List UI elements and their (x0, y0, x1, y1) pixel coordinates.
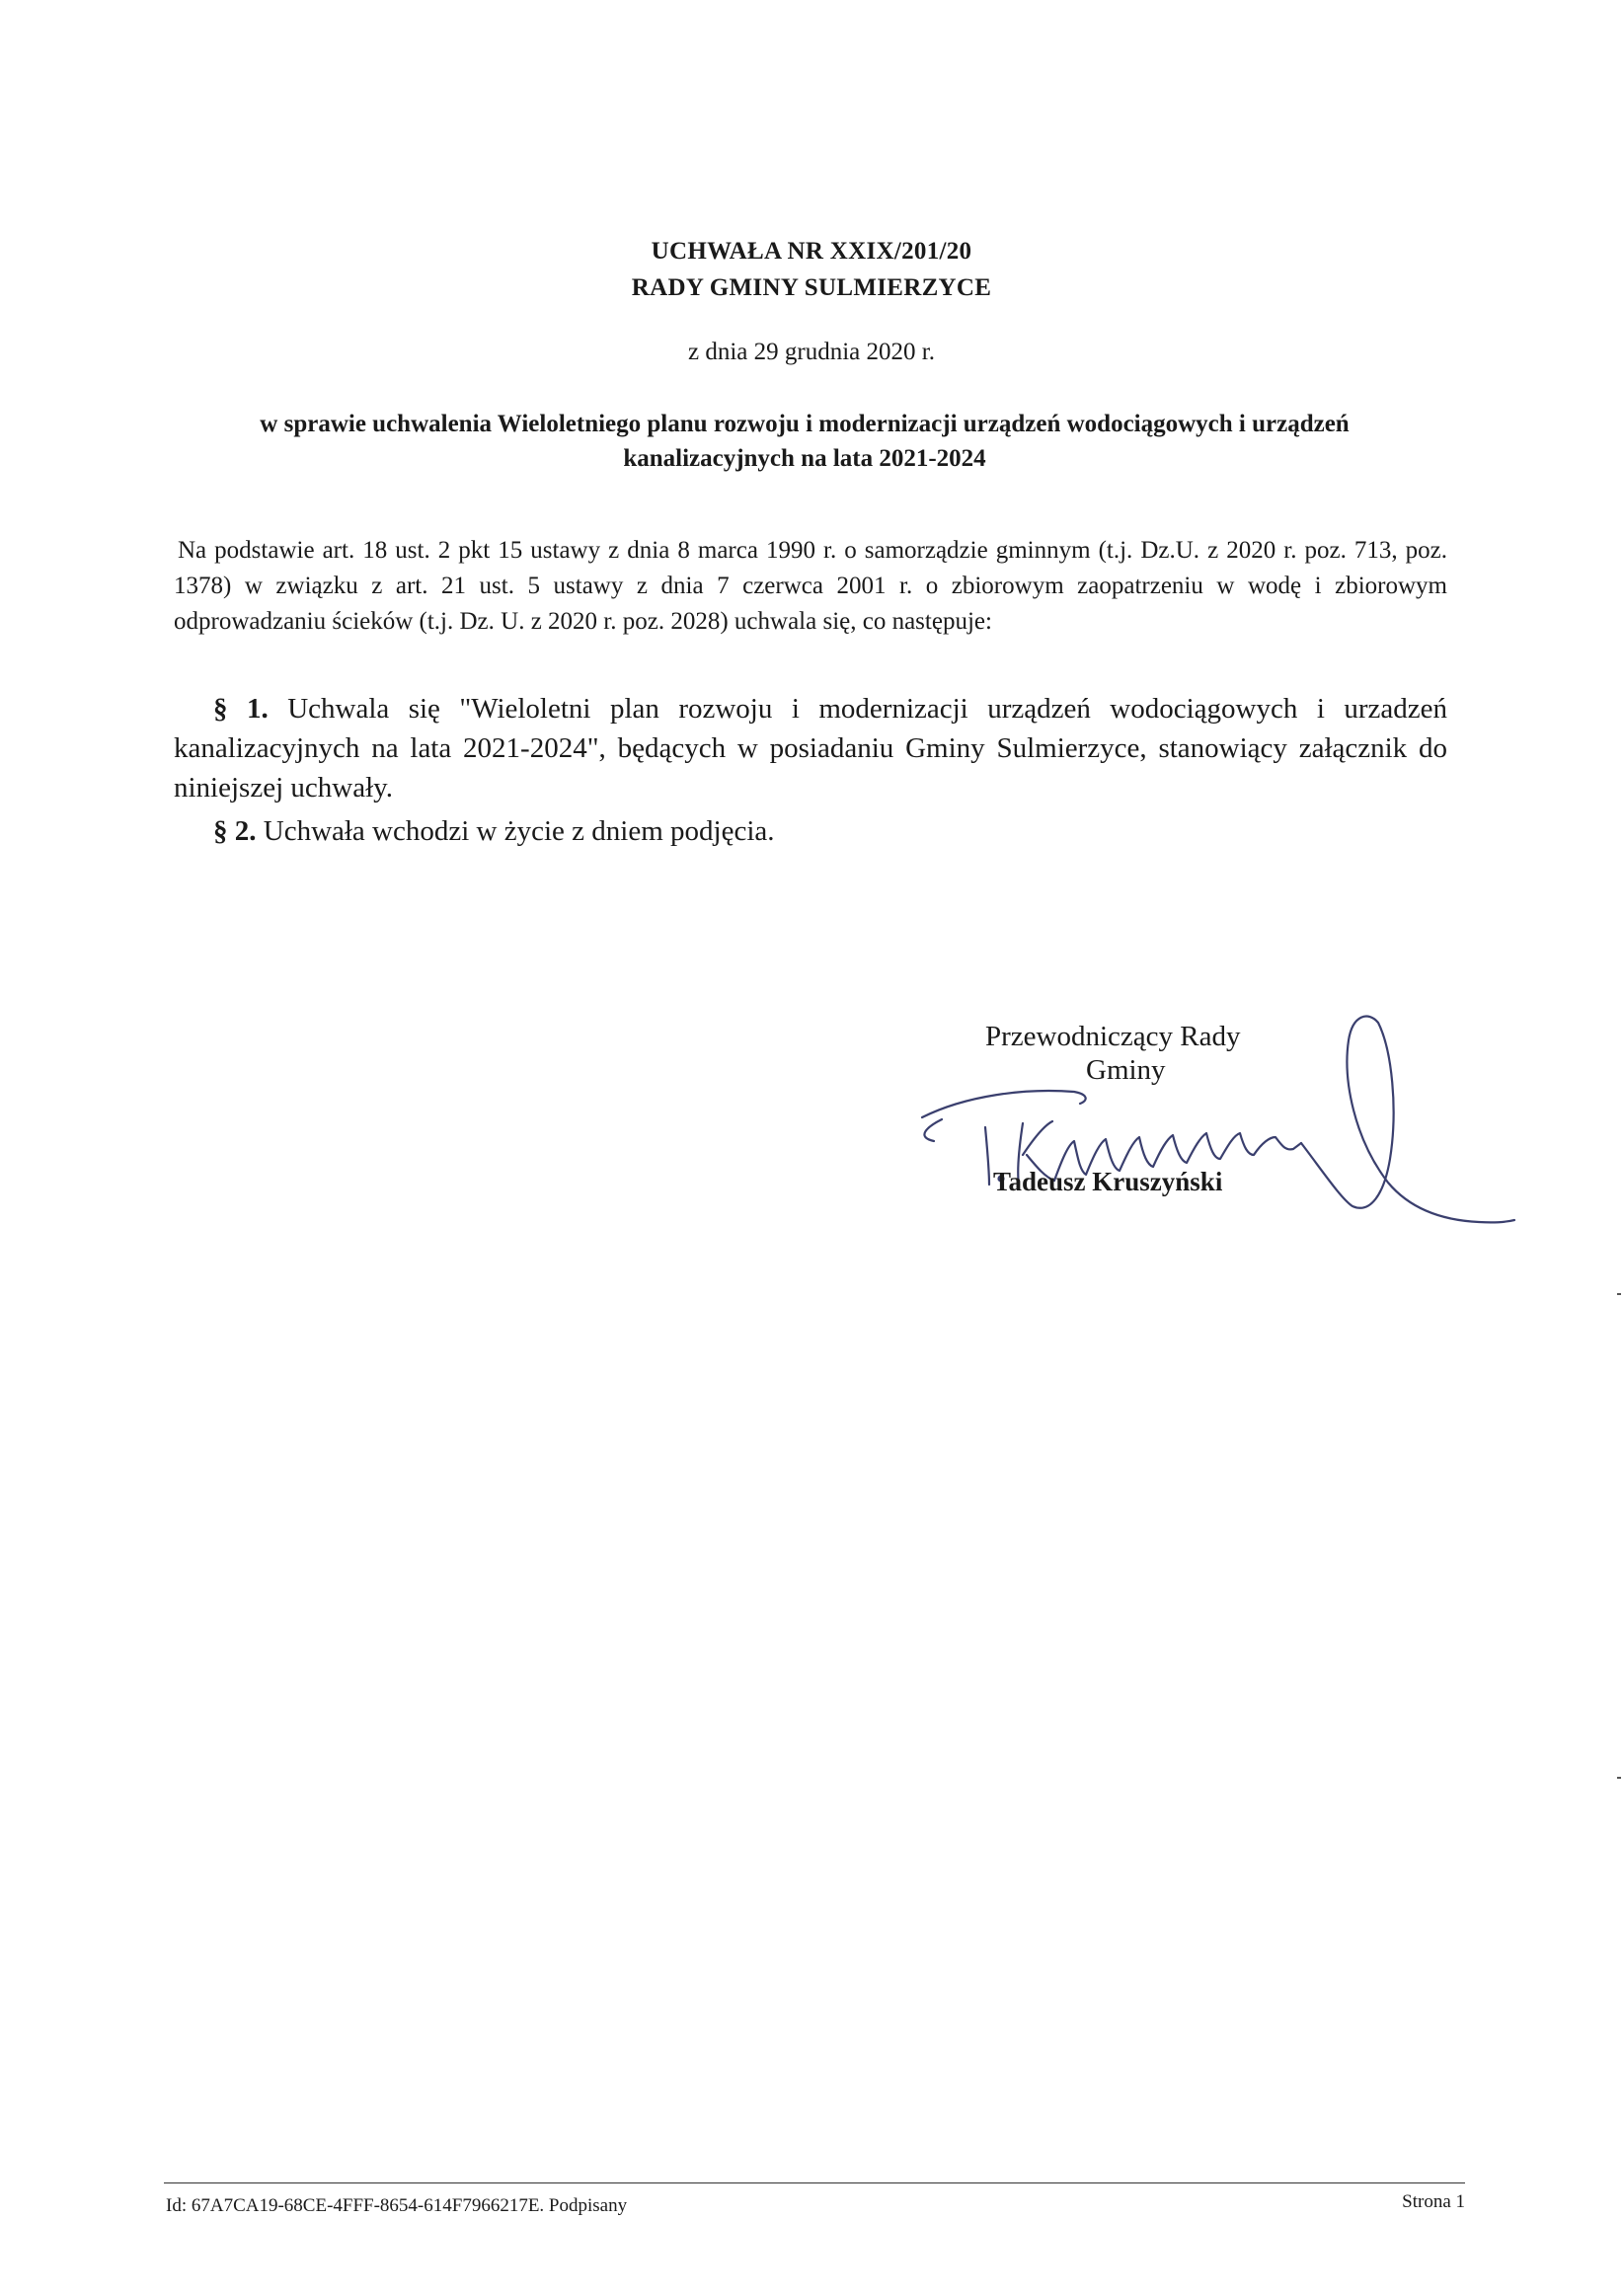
resolution-title (0, 233, 1623, 306)
signature-stroke (922, 1091, 1086, 1141)
signatory-title-line-2: Gminy (1086, 1054, 1166, 1086)
resolution-date: z dnia 29 grudnia 2020 r. (688, 339, 935, 365)
signatory-name: Tadeusz Kruszyński (993, 1167, 1223, 1196)
scan-artifact (1617, 1777, 1621, 1779)
scan-artifact (1617, 1293, 1621, 1295)
signatory-title-line-1: Przewodniczący Rady (985, 1021, 1241, 1052)
paragraph-2 (174, 811, 1447, 851)
subject-line-2: kanalizacyjnych na lata 2021-2024 (623, 445, 986, 472)
handwritten-signature (906, 1011, 1518, 1234)
signature-stroke (985, 1127, 989, 1185)
page-number: Strona 1 (1402, 2191, 1465, 2212)
subject-line-1: w sprawie uchwalenia Wieloletniego planu rozwoju i modernizacji urządzeń wodociągowych i urządzeń (260, 411, 1350, 437)
council-name: RADY GMINY SULMIERZYCE (631, 274, 992, 301)
paragraph-number: § 1. (213, 693, 269, 725)
legal-basis: Na podstawie art. 18 ust. 2 pkt 15 ustawy z dnia 8 marca 1990 r. o samorządzie gminnym (t.j. Dz.U. z 2020 r. poz. 713, poz. 1378) w związku z art. 21 ust. 5 ustawy z dnia 7 czerwca 2001 r. o zbiorowym zaopatrzeniu w wodę i zbiorowym odprowadzaniu ścieków (t.j. Dz. U. z 2020 r. poz. 2028) uchwala się, co następuje: (174, 537, 1447, 635)
document-id: Id: 67A7CA19-68CE-4FFF-8654-614F7966217E. Podpisany (166, 2195, 628, 2216)
resolution-number: UCHWAŁA NR XXIX/201/20 (651, 238, 972, 265)
signature-stroke (1301, 1017, 1514, 1223)
paragraph-1 (174, 689, 1447, 807)
paragraph-text: Uchwała wchodzi w życie z dniem podjęcia. (263, 815, 775, 847)
paragraph-text: Uchwala się "Wieloletni plan rozwoju i modernizacji urządzeń wodociągowych i urzadzeń kanalizacyjnych na lata 2021-2024", będących w posiadaniu Gminy Sulmierzyce, stanowiący załącznik do niniejszej uchwały. (174, 693, 1447, 804)
resolution-subject (148, 407, 1461, 476)
footer-divider (164, 2182, 1465, 2183)
paragraph-number: § 2. (213, 815, 257, 847)
